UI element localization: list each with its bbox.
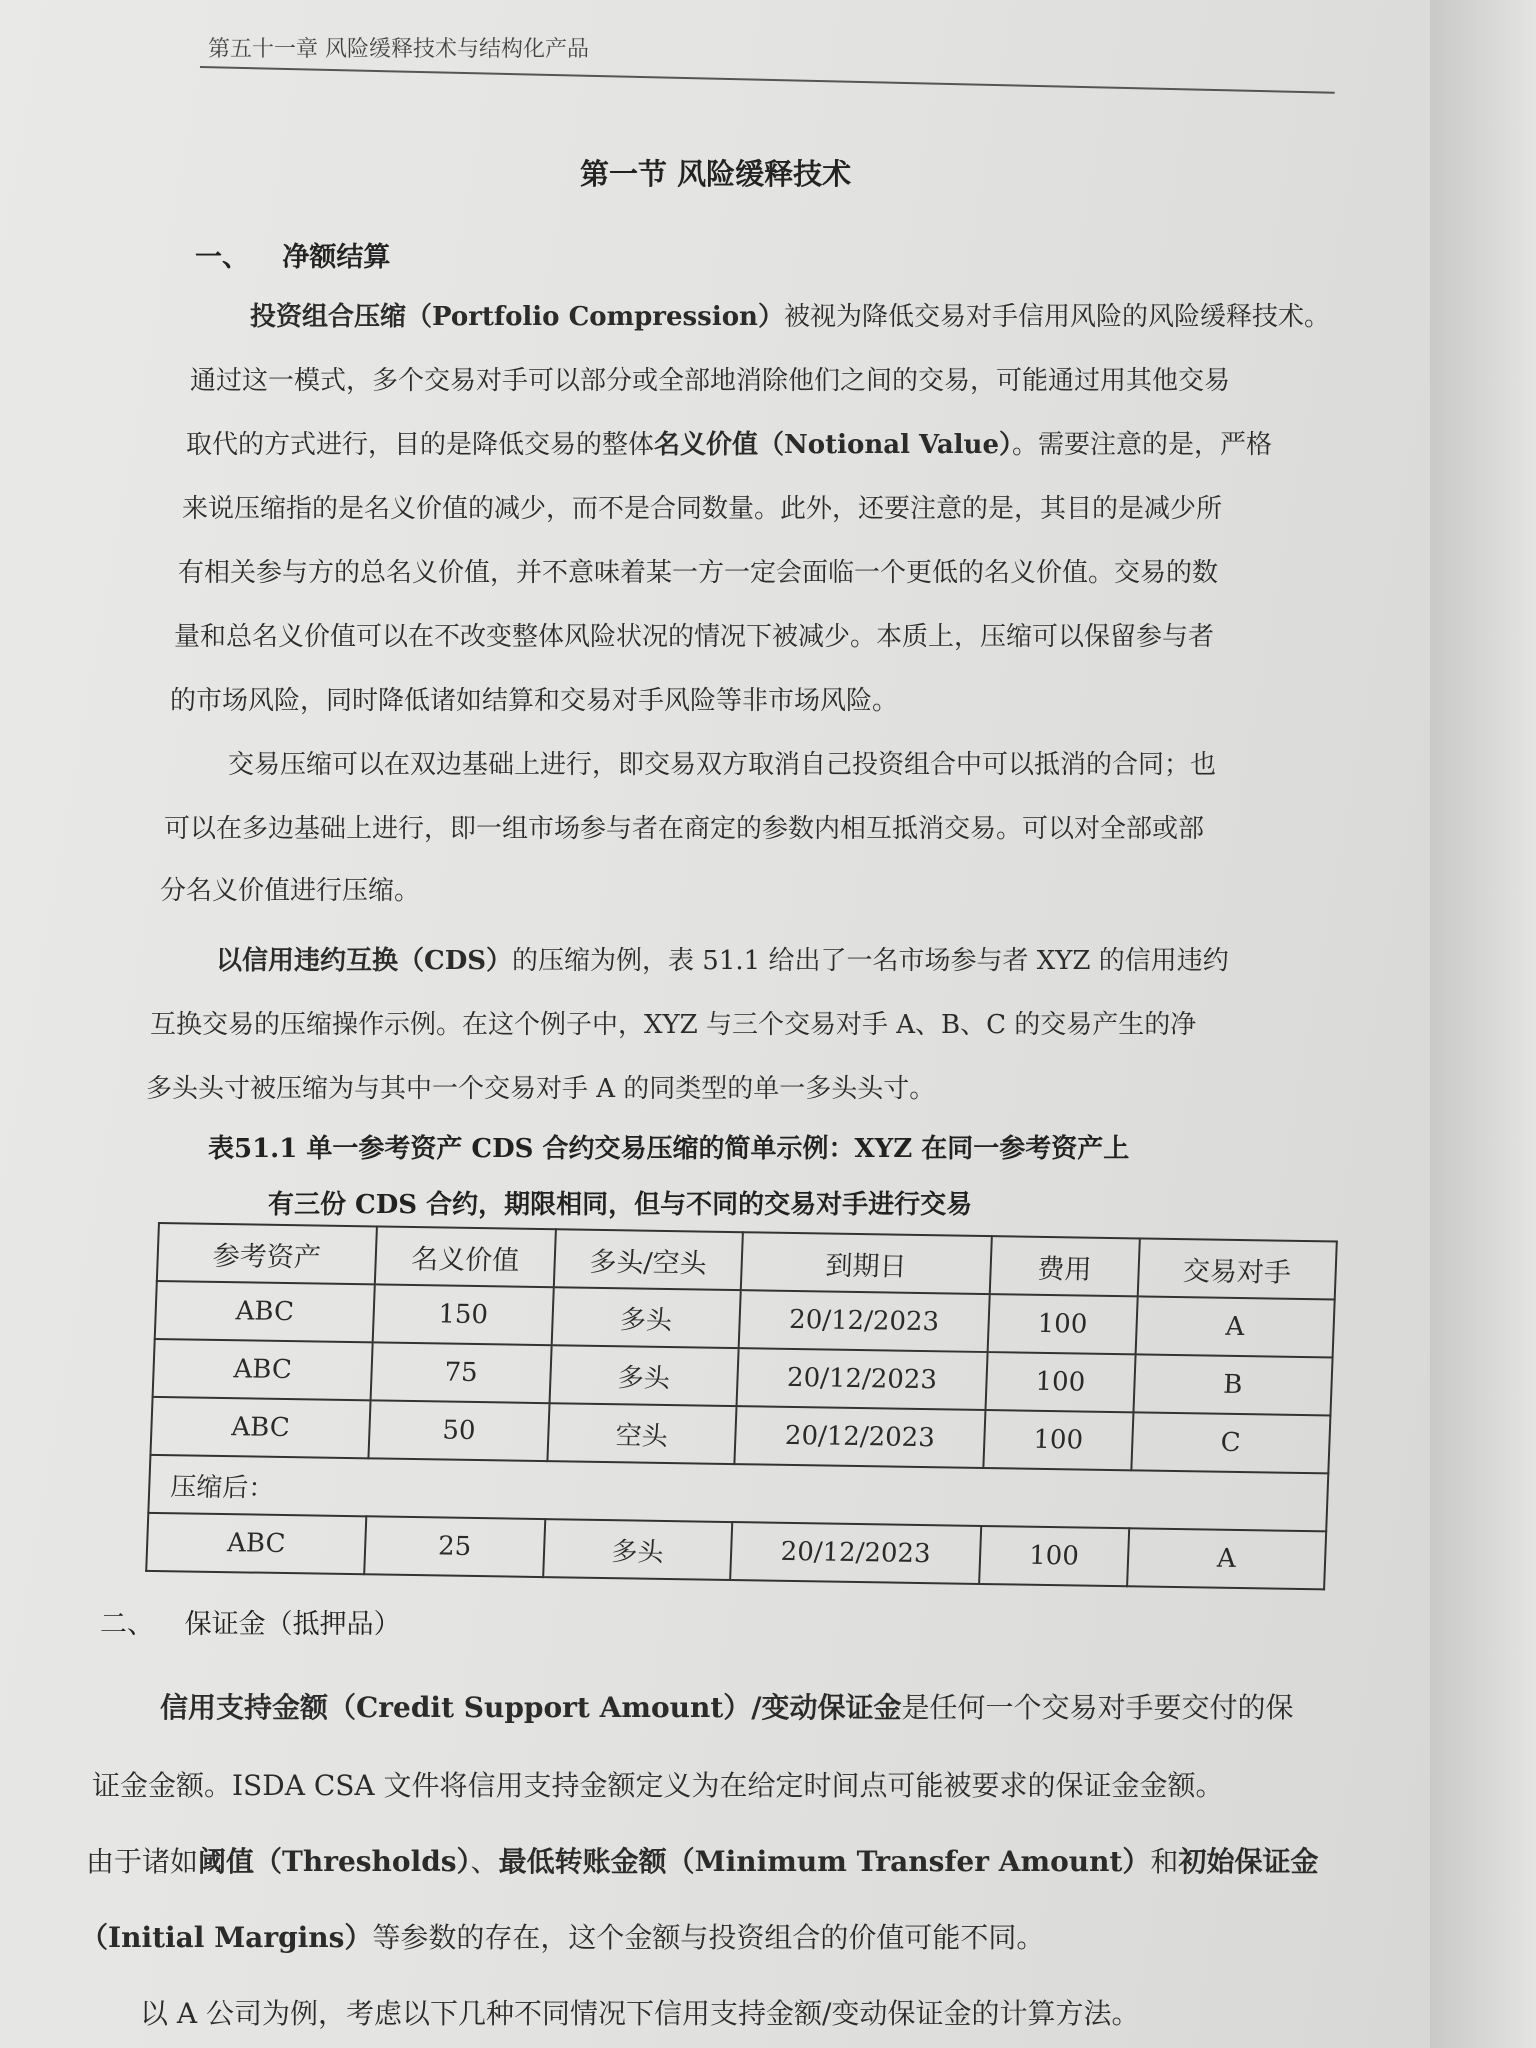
table-cell: 50 bbox=[369, 1400, 550, 1461]
p1-line-4: 来说压缩指的是名义价值的减少，而不是合同数量。此外，还要注意的是，其目的是减少所 bbox=[182, 494, 1223, 524]
term-credit-support-amount: 信用支持金额（Credit Support Amount）/变动保证金 bbox=[160, 1691, 902, 1724]
table-cell: 20/12/2023 bbox=[730, 1522, 981, 1584]
term-notional-value: 名义价值（Notional Value） bbox=[654, 430, 1012, 460]
table-cell: B bbox=[1133, 1354, 1333, 1415]
p5-line-1: 以 A 公司为例，考虑以下几种不同情况下信用支持金额/变动保证金的计算方法。 bbox=[140, 1997, 1140, 2030]
heading-margin bbox=[100, 1602, 401, 1641]
table-cell: 25 bbox=[364, 1516, 545, 1577]
col-header: 参考资产 bbox=[157, 1223, 377, 1284]
table-cell: 20/12/2023 bbox=[738, 1290, 989, 1352]
table-cell: 多头 bbox=[551, 1287, 740, 1348]
col-header: 到期日 bbox=[741, 1232, 992, 1294]
heading-text: 保证金（抵押品） bbox=[184, 1609, 401, 1640]
table-cell: 20/12/2023 bbox=[734, 1406, 985, 1468]
table-cell: 多头 bbox=[549, 1345, 738, 1406]
p2-line-2: 可以在多边基础上进行，即一组市场参与者在商定的参数内相互抵消交易。可以对全部或部 bbox=[164, 814, 1205, 844]
p4-line-2: 证金金额。ISDA CSA 文件将信用支持金额定义为在给定时间点可能被要求的保证金金额。 bbox=[92, 1769, 1224, 1802]
table-cell: 100 bbox=[983, 1410, 1133, 1470]
p1-line-7: 的市场风险，同时降低诸如结算和交易对手风险等非市场风险。 bbox=[170, 686, 899, 716]
table-cell: 多头 bbox=[543, 1519, 732, 1580]
col-header: 名义价值 bbox=[375, 1226, 556, 1287]
col-header: 交易对手 bbox=[1137, 1238, 1337, 1299]
header-rule bbox=[200, 66, 1335, 94]
table-caption-line-1: 表51.1 单一参考资产 CDS 合约交易压缩的简单示例：XYZ 在同一参考资产上 bbox=[208, 1134, 1130, 1164]
p1-line-3-tail: 。需要注意的是，严格 bbox=[1012, 430, 1273, 460]
p4-line-3-d: 和 bbox=[1150, 1845, 1179, 1878]
p3-line-1-tail: 的压缩为例，表 51.1 给出了一名市场参与者 XYZ 的信用违约 bbox=[512, 946, 1229, 976]
term-initial-margin: 初始保证金 bbox=[1178, 1845, 1319, 1878]
table-cell: ABC bbox=[153, 1339, 373, 1400]
p1-line-1 bbox=[250, 296, 1330, 333]
col-header: 多头/空头 bbox=[554, 1229, 743, 1290]
table-cell: 150 bbox=[373, 1284, 554, 1345]
p4-line-1 bbox=[160, 1686, 1294, 1726]
heading-netting bbox=[195, 235, 390, 274]
table-cell: 100 bbox=[986, 1352, 1136, 1412]
adjacent-page-edge bbox=[1430, 0, 1536, 2048]
p3-line-1 bbox=[216, 940, 1229, 977]
table-cell: ABC bbox=[146, 1513, 366, 1574]
p1-line-3 bbox=[186, 424, 1272, 461]
term-initial-margins: （Initial Margins） bbox=[80, 1921, 373, 1954]
p3-line-3: 多头头寸被压缩为与其中一个交易对手 A 的同类型的单一多头头寸。 bbox=[146, 1074, 936, 1104]
p1-line-6: 量和总名义价值可以在不改变整体风险状况的情况下被减少。本质上，压缩可以保留参与者 bbox=[174, 622, 1215, 652]
table-cell: ABC bbox=[150, 1397, 370, 1458]
p1-line-2: 通过这一模式，多个交易对手可以部分或全部地消除他们之间的交易，可能通过用其他交易 bbox=[190, 366, 1231, 396]
table-caption-line-2: 有三份 CDS 合约，期限相同，但与不同的交易对手进行交易 bbox=[268, 1190, 973, 1220]
heading-number: 二、 bbox=[100, 1609, 154, 1640]
term-minimum-transfer-amount: 最低转账金额（Minimum Transfer Amount） bbox=[498, 1845, 1151, 1878]
after-compression-label: 压缩后： bbox=[148, 1455, 1328, 1531]
table-cell: ABC bbox=[155, 1281, 375, 1342]
p4-line-3 bbox=[86, 1840, 1318, 1880]
section-title: 第一节 风险缓释技术 bbox=[580, 157, 852, 191]
heading-number: 一、 bbox=[195, 242, 249, 273]
col-header: 费用 bbox=[990, 1236, 1140, 1296]
p4-line-4 bbox=[80, 1916, 1044, 1956]
table-cell: 100 bbox=[979, 1526, 1129, 1586]
table-cell: A bbox=[1135, 1296, 1335, 1357]
p4-line-4-tail: 等参数的存在，这个金额与投资组合的价值可能不同。 bbox=[372, 1921, 1045, 1954]
term-thresholds: 阈值（Thresholds） bbox=[198, 1845, 471, 1878]
cds-compression-table bbox=[145, 1222, 1338, 1590]
term-cds: 以信用违约互换（CDS） bbox=[216, 946, 513, 976]
p1-line-1-text: 被视为降低交易对手信用风险的风险缓释技术。 bbox=[783, 302, 1330, 332]
p1-line-3-text: 取代的方式进行，目的是降低交易的整体 bbox=[186, 430, 655, 460]
table-cell: 空头 bbox=[547, 1403, 736, 1464]
running-head: 第五十一章 风险缓释技术与结构化产品 bbox=[208, 37, 589, 62]
p1-line-5: 有相关参与方的总名义价值，并不意味着某一方一定会面临一个更低的名义价值。交易的数 bbox=[178, 558, 1219, 588]
table-cell: C bbox=[1131, 1412, 1331, 1473]
table-cell: A bbox=[1127, 1528, 1327, 1589]
p3-line-2: 互换交易的压缩操作示例。在这个例子中，XYZ 与三个交易对手 A、B、C 的交易产生的净 bbox=[150, 1010, 1197, 1040]
heading-text: 净额结算 bbox=[282, 242, 391, 273]
term-portfolio-compression: 投资组合压缩（Portfolio Compression） bbox=[250, 302, 784, 332]
table-cell: 75 bbox=[371, 1342, 552, 1403]
p4-line-3-a: 由于诸如 bbox=[86, 1845, 199, 1878]
table-cell: 100 bbox=[988, 1294, 1138, 1354]
p4-line-1-tail: 是任何一个交易对手要交付的保 bbox=[901, 1691, 1294, 1724]
p2-line-1: 交易压缩可以在双边基础上进行，即交易双方取消自己投资组合中可以抵消的合同；也 bbox=[228, 750, 1217, 780]
table-cell: 20/12/2023 bbox=[736, 1348, 987, 1410]
p4-line-3-c: 、 bbox=[470, 1845, 499, 1878]
p2-line-3: 分名义价值进行压缩。 bbox=[160, 876, 421, 906]
